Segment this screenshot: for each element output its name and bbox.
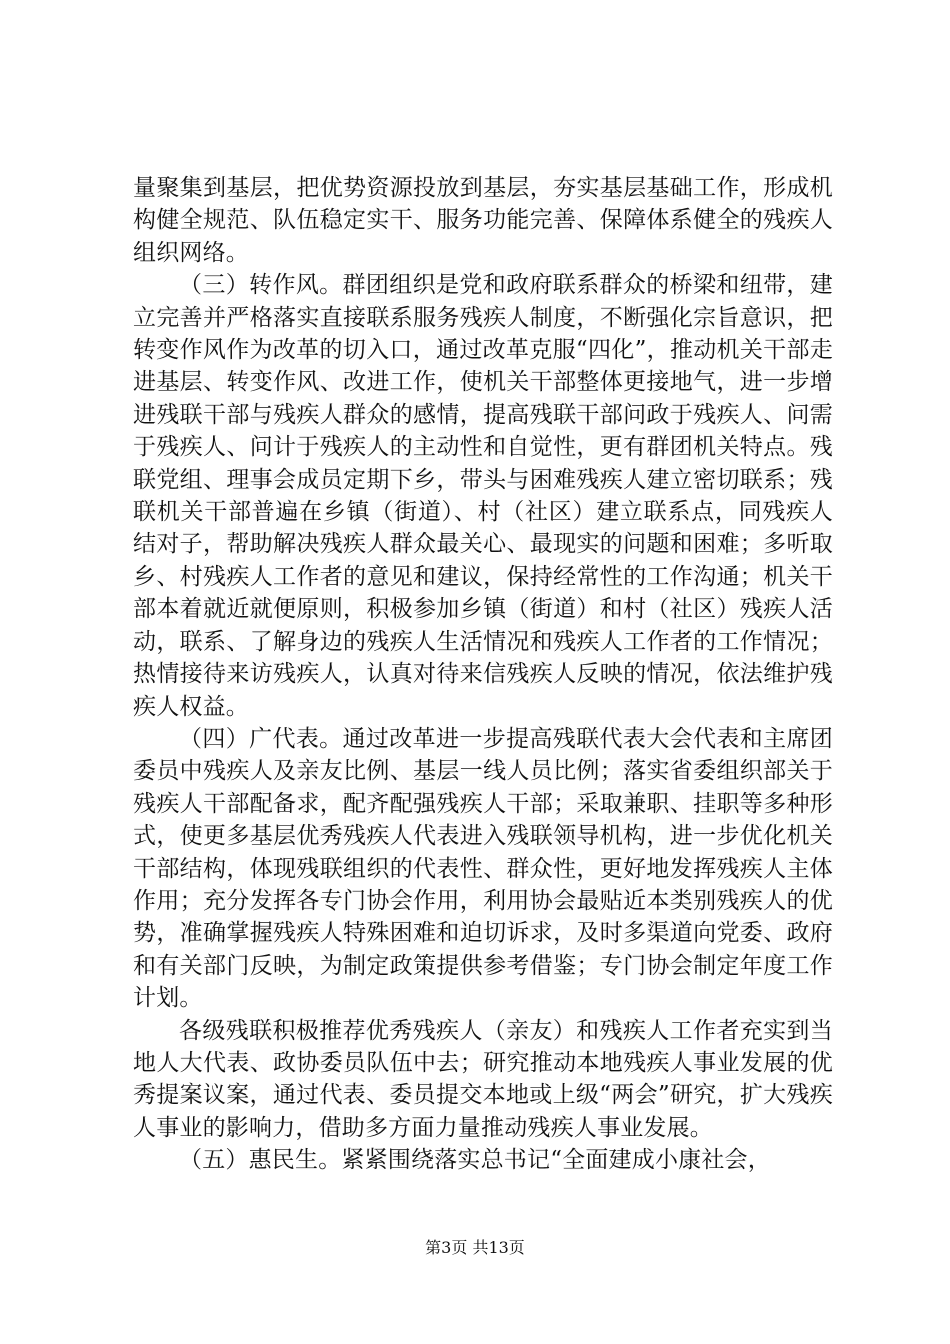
paragraph-section-3: （三）转作风。群团组织是党和政府联系群众的桥梁和纽带，建立完善并严格落实直接联系服务残疾人制度，不断强化宗旨意识，把转变作风作为改革的切入口，通过改革克服“四化”，推动机关干部走进基层、转变作风、改进工作，使机关干部整体更接地气，进一步增进残联干部与残疾人群众的感情，提高残联干部问政于残疾人、问需于残疾人、问计于残疾人的主动性和自觉性，更有群团机关特点。残联党组、理事会成员定期下乡，带头与困难残疾人建立密切联系；残联机关干部普遍在乡镇（街道）、村（社区）建立联系点，同残疾人结对子，帮助解决残疾人群众最关心、最现实的问题和困难；多听取乡、村残疾人工作者的意见和建议，保持经常性的工作沟通；机关干部本着就近就便原则，积极参加乡镇（街道）和村（社区）残疾人活动，联系、了解身边的残疾人生活情况和残疾人工作者的工作情况；热情接待来访残疾人，认真对待来信残疾人反映的情况，依法维护残疾人权益。 [133, 272, 833, 720]
paragraph-continuation: 量聚集到基层，把优势资源投放到基层，夯实基层基础工作，形成机构健全规范、队伍稳定实干、服务功能完善、保障体系健全的残疾人组织网络。 [133, 175, 833, 266]
paragraph-section-4: （四）广代表。通过改革进一步提高残联代表大会代表和主席团委员中残疾人及亲友比例、基层一线人员比例；落实省委组织部关于残疾人干部配备求，配齐配强残疾人干部；采取兼职、挂职等多种形式，使更多基层优秀残疾人代表进入残联领导机构，进一步优化机关干部结构，体现残联组织的代表性、群众性，更好地发挥残疾人主体作用；充分发挥各专门协会作用，利用协会最贴近本类别残疾人的优势，准确掌握残疾人特殊困难和迫切诉求，及时多渠道向党委、政府和有关部门反映，为制定政策提供参考借鉴；专门协会制定年度工作计划。 [133, 725, 833, 1012]
page-number-footer: 第3页 共13页 [425, 1238, 525, 1257]
paragraph-section-5: （五）惠民生。紧紧围绕落实总书记“全面建成小康社会， [179, 1147, 771, 1174]
document-body [133, 172, 833, 1177]
paragraph-recommendation: 各级残联积极推荐优秀残疾人（亲友）和残疾人工作者充实到当地人大代表、政协委员队伍中去；研究推动本地残疾人事业发展的优秀提案议案，通过代表、委员提交本地或上级“两会”研究，扩大残疾人事业的影响力，借助多方面力量推动残疾人事业发展。 [133, 1017, 833, 1141]
